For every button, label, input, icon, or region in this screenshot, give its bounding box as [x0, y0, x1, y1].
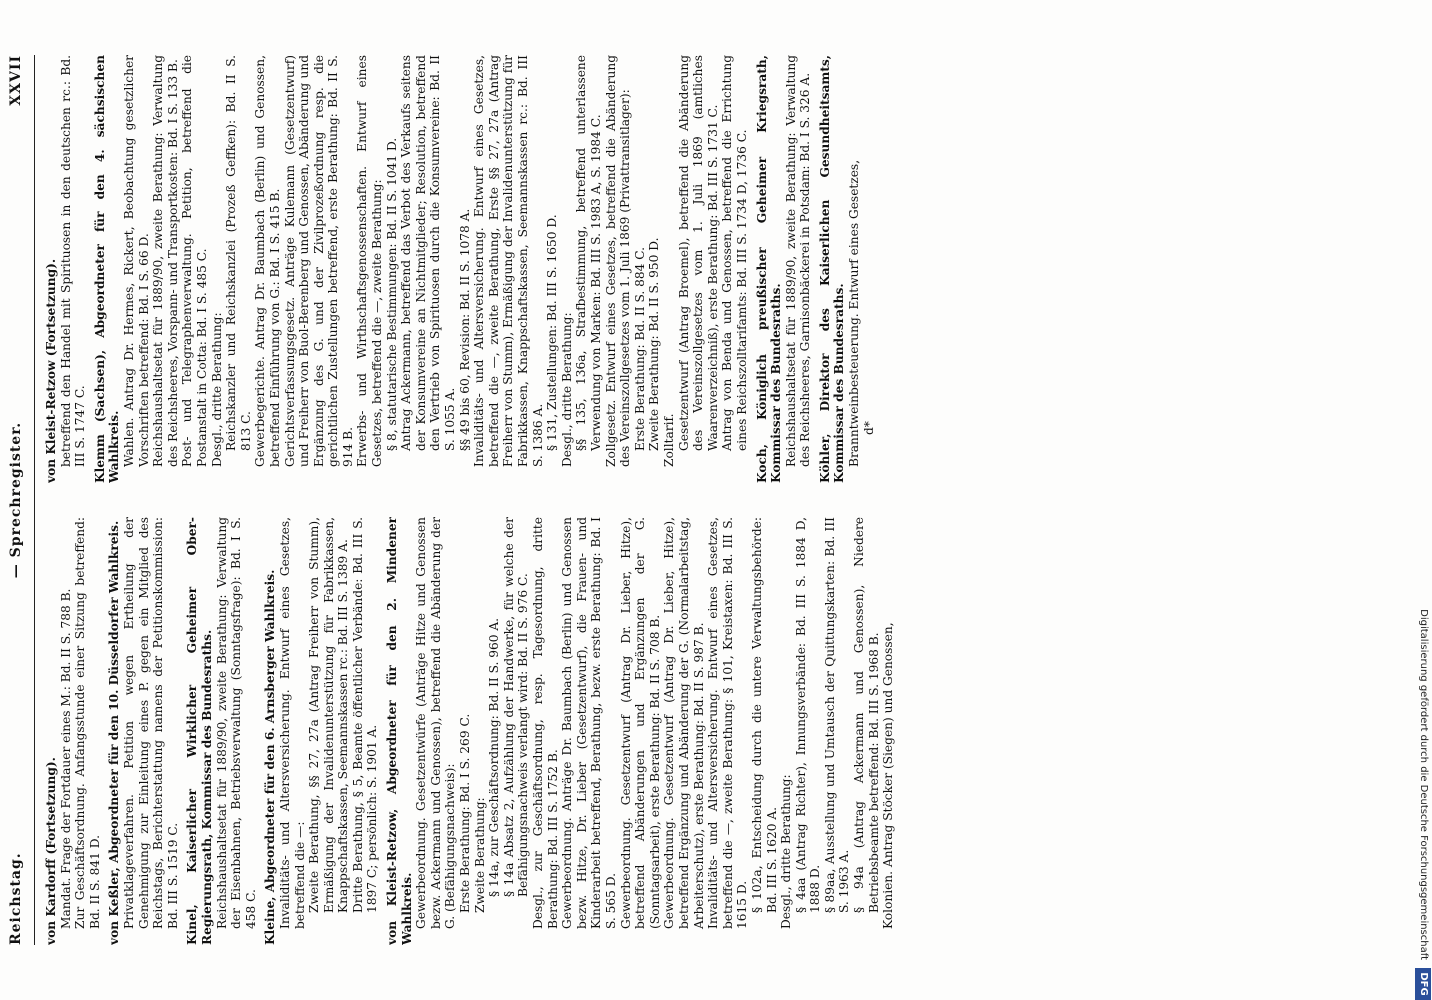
right-column: [44, 55, 1384, 483]
entry-name: Kinel, Kaiserlicher Wirklicher Geheimer Ober-Regierungsrath, Kommissar des Bundesraths.: [185, 517, 214, 945]
entry-line: Desgl., dritte Berathung:: [209, 312, 224, 467]
entry-line: § 14a Absatz 2, Aufzählung der Handwerke, für welche der Befähigungsnachweis verlangt wird: Bd. II S. 976 C.: [501, 517, 531, 897]
entry-line: Gewerbeordnung. Gesetzentwurf (Antrag Dr. Lieber, Hitze), betreffend Abänderungen und Ergänzungen der G. (Sonntagsarbeit), erste Berathung: Bd. II S. 708 B.: [618, 517, 662, 929]
entry-line: §§ 49 bis 60, Revision: Bd. II S. 1078 A.: [457, 208, 472, 451]
register-entry: [44, 517, 102, 945]
register-entry: [185, 517, 258, 945]
entry-line: Reichskanzler und Reichskanzlei (Prozeß Geffken): Bd. II S. 813 C.: [224, 55, 253, 451]
left-column: [44, 517, 1384, 945]
entry-line: Desgl., dritte Berathung:: [779, 774, 794, 929]
entry-line: Zollgesetz. Entwurf eines Gesetzes, betreffend die Abänderung des Vereinszollgesetzes vom 1. Juli 1869 (Privattransitlager):: [603, 55, 633, 467]
entry-line: Invaliditäts- und Altersversicherung. Entwurf eines Gesetzes, betreffend die —, zweite Berathung: § 101, Kreistaxen: Bd. III S. 1615 D.: [706, 517, 750, 929]
entry-name: Köhler, Direktor des Kaiserlichen Gesundheitsamts, Kommissar des Bundesraths.: [817, 55, 847, 483]
entry-line: Post- und Telegraphenverwaltung. Petition, betreffend die Postanstalt in Cotta: Bd. I S. 485 C.: [180, 55, 209, 467]
entry-line: Branntweinbesteuerung. Entwurf eines Gesetzes,: [847, 159, 862, 467]
dfg-sidebar: [1412, 0, 1432, 1000]
entry-line: § 4aa (Antrag Richter), Innungsverbände: Bd. III S. 1884 D, 1888 D.: [793, 517, 823, 913]
entry-name: von Kardorff (Fortsetzung).: [44, 757, 58, 945]
entry-line: Gewerbeordnung. Anträge Dr. Baumbach (Berlin) und Genossen bezw. Hitze, Dr. Lieber (Gesetzentwurf), die Frauen- und Kinderarbeit betreffend, Berathung, bezw. erste Berathung: Bd. I S. 565 D.: [560, 517, 618, 929]
entry-line: Zweite Berathung:: [472, 797, 487, 913]
entry-line: Gewerbeordnung. Gesetzentwürfe (Anträge Hitze und Genossen bezw. Ackermann und Genossen), betreffend die Abänderung der G. (Befähigungsnachweis):: [414, 517, 458, 929]
entry-line: Zur Geschäftsordnung. Anfangsstunde einer Sitzung betreffend: Bd. II S. 841 D.: [73, 517, 102, 929]
entry-line: Mandat. Frage der Fortdauer eines M.: Bd. II S. 788 B.: [58, 588, 73, 929]
entry-line: d*: [861, 421, 876, 435]
entry-line: Erwerbs- und Wirthschaftsgenossenschaften. Entwurf eines Gesetzes, betreffend die —, zweite Berathung:: [355, 55, 385, 467]
entry-line: Erste Berathung: Bd. II S. 884 C.: [632, 246, 647, 451]
entry-line: Invaliditäts- und Altersversicherung. Entwurf eines Gesetzes, betreffend die —, zweite Berathung, Erste §§ 27, 27a (Antrag Freiherr von Stumm), Ermäßigung der Invalidenunterstützung für Fabrikkassen, Knappschaftskassen, Seemannskassen rc.: Bd. III S. 1386 A.: [472, 55, 545, 467]
entry-line: Antrag Ackermann, betreffend das Verbot des Verkaufs seitens der Konsumvereine an Nichtmitglieder; Resolution, betreffend den Vertrieb von Spirituosen durch die Konsumvereine: Bd. II S. 1055 A.: [399, 55, 458, 451]
entry-name: Klemm (Sachsen), Abgeordneter für den 4. sächsischen Wahlkreis.: [92, 55, 122, 483]
register-entry: [755, 55, 813, 483]
entry-line: Gerichtsverfassungsgesetz. Anträge Kulemann (Gesetzentwurf) und Freiherr von Buol-Berenberg und Genossen, Abänderung und Ergänzung des G. und der Zivilprozeßordnung resp. die gerichtlichen Zustellungen betreffend, erste Berathung: Bd. II S. 914 B.: [282, 55, 355, 467]
header-rule: [34, 55, 35, 945]
entry-line: § 14a, zur Geschäftsordnung: Bd. II S. 960 A.: [487, 617, 502, 897]
entry-line: § 89aa, Ausstellung und Umtausch der Quittungskarten: Bd. III S. 1963 A.: [822, 517, 852, 913]
header-center: — Sprechregister.: [8, 421, 24, 579]
entry-line: Gesetzentwurf (Antrag Broemel), betreffend die Abänderung des Vereinszollgesetzes vom 1. Juli 1869 (amtliches Waarenverzeichniß), erste Berathung: Bd. III S. 1731 C.: [676, 55, 720, 451]
page-header: [8, 55, 32, 945]
entry-name: Kleine, Abgeordneter für den 6. Arnsberger Wahlkreis.: [263, 569, 278, 945]
register-entry: [385, 517, 896, 945]
entry-line: § 102a, Entscheidung durch die untere Verwaltungsbehörde: Bd. III S. 1620 A.: [749, 517, 779, 913]
entry-line: Invaliditäts- und Altersversicherung. Entwurf eines Gesetzes, betreffend die —:: [277, 517, 307, 929]
entry-line: Zweite Berathung: Bd. II S. 950 D.: [647, 237, 662, 451]
entry-line: § 8, statutarische Bestimmungen: Bd. II S. 1041 D.: [384, 137, 399, 451]
entry-line: Gewerbegerichte. Antrag Dr. Baumbach (Berlin) und Genossen, betreffend Einführung von G.: Bd. I S. 415 B.: [253, 55, 282, 467]
entry-name: von Kleist-Retzow (Fortsetzung).: [44, 258, 58, 483]
register-entry: [263, 517, 380, 945]
entry-line: betreffend den Handel mit Spirituosen in den deutschen rc.: Bd. III S. 1747 C.: [58, 55, 88, 467]
entry-line: § 131, Zustellungen: Bd. III S. 1650 D.: [545, 214, 560, 451]
entry-line: Desgl., zur Geschäftsordnung, resp. Tagesordnung, dritte Berathung: Bd. III S. 1752 B.: [531, 517, 560, 929]
entry-line: Desgl., dritte Berathung:: [559, 312, 574, 467]
entry-line: Zweite Berathung, §§ 27, 27a (Antrag Freiherr von Stumm), Ermäßigung der Invalidenunterstützung für Fabrikkassen, Knappschaftskassen, Seemannskassen rc.: Bd. III S. 1389 A.: [307, 517, 351, 913]
entry-line: Erste Berathung: Bd. I S. 269 C.: [458, 713, 473, 913]
entry-name: Koch, Königlich preußischer Geheimer Kriegsrath, Kommissar des Bundesraths.: [754, 55, 784, 483]
entry-line: Reichshaushaltsetat für 1889/90, zweite Berathung: Verwaltung der Eisenbahnen, Betriebsverwaltung (Sonntagsfrage): Bd. I S. 458 C.: [214, 517, 258, 929]
entry-line: §§ 135, 136a, Strafbestimmung, betreffend unterlassene Verwendung von Marken: Bd. III S. 1983 A, S. 1984 C.: [574, 55, 603, 451]
entry-line: Zolltarif.: [661, 413, 676, 467]
entry-name: von Keßler, Abgeordneter für den 10. Düsseldorfer Wahlkreis.: [107, 520, 122, 945]
register-entry: [818, 55, 876, 483]
header-left: Reichstag.: [8, 852, 24, 945]
entry-line: § 94a (Antrag Ackermann und Genossen), Niedere Betriebsbeamte betreffend: Bd. III S. 1968 B.: [852, 517, 881, 913]
entry-line: Reichshaushaltsetat für 1889/90, zweite Berathung: Verwaltung des Reichsheeres, Garnisonbäckerei in Potsdam: Bd. I S. 326 A.: [783, 55, 813, 467]
entry-name: von Kleist-Retzow, Abgeordneter für den 2. Mindener Wahlkreis.: [385, 517, 414, 945]
dfg-logo: DFG: [1415, 968, 1431, 1000]
entry-line: Dritte Berathung, § 5, Beamte öffentlicher Verbände: Bd. III S. 1897 C; persönlich: S. 1901 A.: [350, 517, 380, 913]
entry-line: Antrag von Benda und Genossen, betreffend die Errichtung eines Reichszolltarifamts: Bd. III S. 1734 D, 1736 C.: [720, 55, 749, 451]
register-entry: [44, 55, 88, 483]
register-entry: [93, 55, 750, 483]
page-number: XXVII: [8, 55, 24, 106]
dfg-credit: Digitalisierung gefördert durch die Deutsche Forschungsgemeinschaft: [1418, 609, 1429, 960]
entry-line: Gewerbeordnung. Gesetzentwurf (Antrag Dr. Lieber, Hitze), betreffend Ergänzung und Abänderung der G. (Normalarbeitstag, Arbeiterschutz), erste Berathung: Bd. II S. 987 B.: [662, 517, 706, 929]
entry-line: Reichshaushaltsetat für 1889/90, zweite Berathung: Verwaltung des Reichsheeres, Vorspann- und Transportkosten: Bd. I S. 133 B.: [151, 55, 180, 467]
entry-line: Kolonien. Antrag Stöcker (Siegen) und Genossen,: [881, 622, 896, 929]
entry-line: Wahlen. Antrag Dr. Hermes, Rickert, Beobachtung gesetzlicher Vorschriften betreffend: Bd. I S. 66 D.: [121, 55, 151, 467]
register-entry: [107, 517, 180, 945]
entry-line: Privatklageverfahren. Petition wegen Ertheilung der Genehmigung zur Einleitung eines P. gegen ein Mitglied des Reichstags, Berichterstattung namens der Petitionskommission: Bd. III S. 1519 C.: [121, 517, 180, 929]
